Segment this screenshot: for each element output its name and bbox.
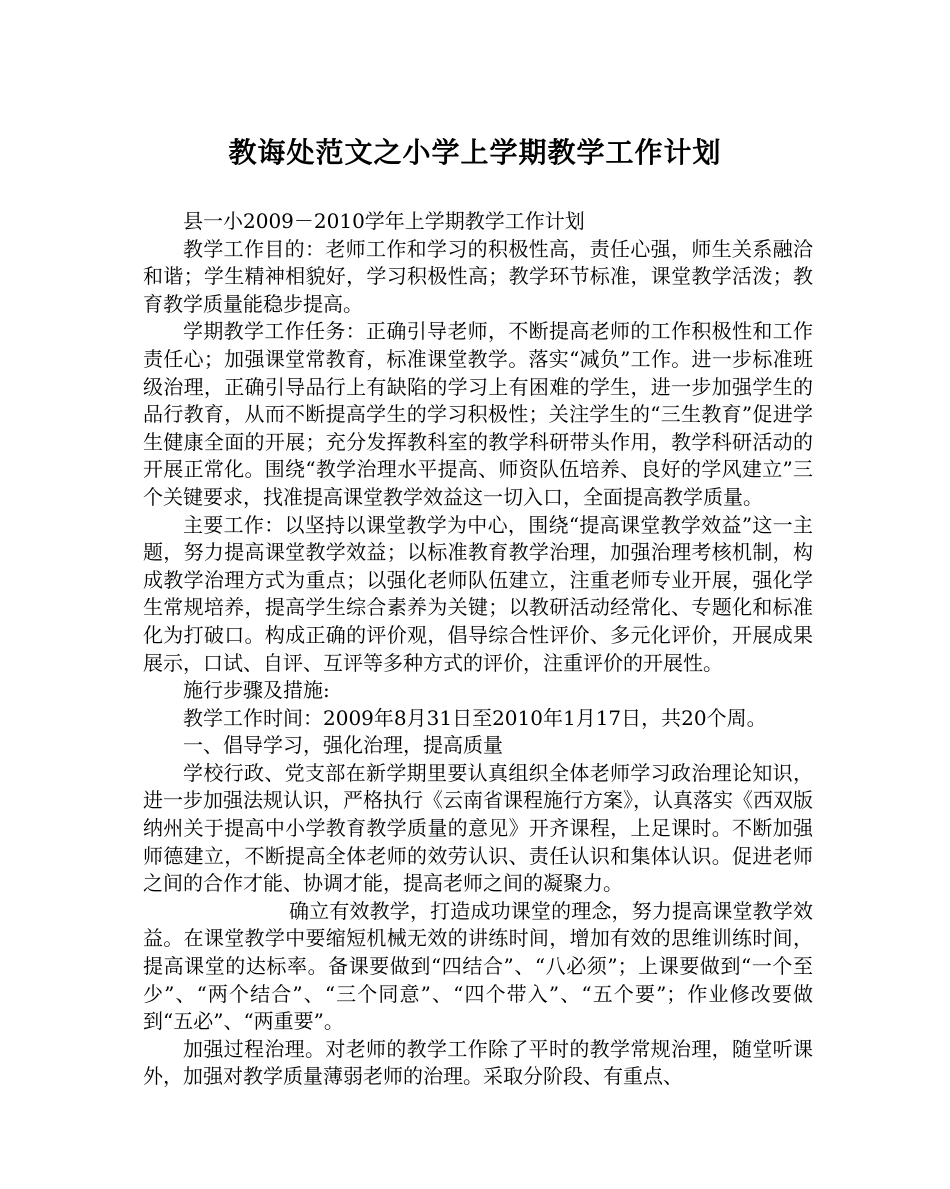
paragraph-heading-line: 县一小2009－2010学年上学期教学工作计划 — [183, 209, 585, 233]
paragraph-teaching-goal: 教学工作目的：老师工作和学习的积极性高，责任心强，师生关系融洽和谐；学生精神相貌好，学习积极性高；教学环节标准，课堂教学活泼；教育教学质量能稳步提高。 — [143, 236, 813, 316]
section-heading-1: 一、倡导学习，强化治理，提高质量 — [183, 733, 503, 758]
paragraph-steps-heading: 施行步骤及措施: — [183, 678, 330, 703]
paragraph-work-time: 教学工作时间：2009年8月31日至2010年1月17日，共20个周。 — [183, 705, 767, 730]
paragraph-main-work: 主要工作：以坚持以课堂教学为中心，围绕“提高课堂教学效益”这一主题，努力提高课堂教学效益；以标准教育教学治理，加强治理考核机制，构成教学治理方式为重点；以强化老师队伍建立，注重老师专业开展，强化学生常规培养，提高学生综合素养为关键；以教研活动经常化、专题化和标准化为打破口。构成正确的评价观，倡导综合性评价、多元化评价，开展成果展示，口试、自评、互评等多种方式的评价，注重评价的开展性。 — [143, 512, 813, 675]
paragraph-process-management: 加强过程治理。对老师的教学工作除了平时的教学常规治理，随堂听课外，加强对教学质量薄弱老师的治理。采取分阶段、有重点、 — [143, 1036, 813, 1089]
document-title: 教诲处范文之小学上学期教学工作计划 — [228, 136, 722, 169]
paragraph-semester-tasks: 学期教学工作任务：正确引导老师，不断提高老师的工作积极性和工作责任心；加强课堂常教育，标准课堂教学。落实“减负”工作。进一步标准班级治理，正确引导品行上有缺陷的学习上有困难的学生，进一步加强学生的品行教育，从而不断提高学生的学习积极性；关注学生的“三生教育”促进学生健康全面的开展；充分发挥教科室的教学科研带头作用，教学科研活动的开展正常化。围绕“教学治理水平提高、师资队伍培养、良好的学风建立”三个关键要求，找准提高课堂教学效益这一切入口，全面提高教学质量。 — [143, 319, 813, 509]
paragraph-school-admin: 学校行政、党支部在新学期里要认真组织全体老师学习政治理论知识，进一步加强法规认识，严格执行《云南省课程施行方案》，认真落实《西双版纳州关于提高中小学教育教学质量的意见》开齐课程，上足课时。不断加强师德建立，不断提高全体老师的效劳认识、责任认识和集体认识。促进老师之间的合作才能、协调才能，提高老师之间的凝聚力。 — [143, 760, 813, 896]
paragraph-effective-teaching: 确立有效教学，打造成功课堂的理念，努力提高课堂教学效益。在课堂教学中要缩短机械无效的讲练时间，增加有效的思维训练时间，提高课堂的达标率。备课要做到“四结合”、“八必须”；上课要做到“一个至少”、“两个结合”、“三个同意”、“四个带入”、“五个要”；作业修改要做到“五必”、“两重要”。 — [143, 898, 813, 1034]
document-body — [143, 208, 813, 1091]
